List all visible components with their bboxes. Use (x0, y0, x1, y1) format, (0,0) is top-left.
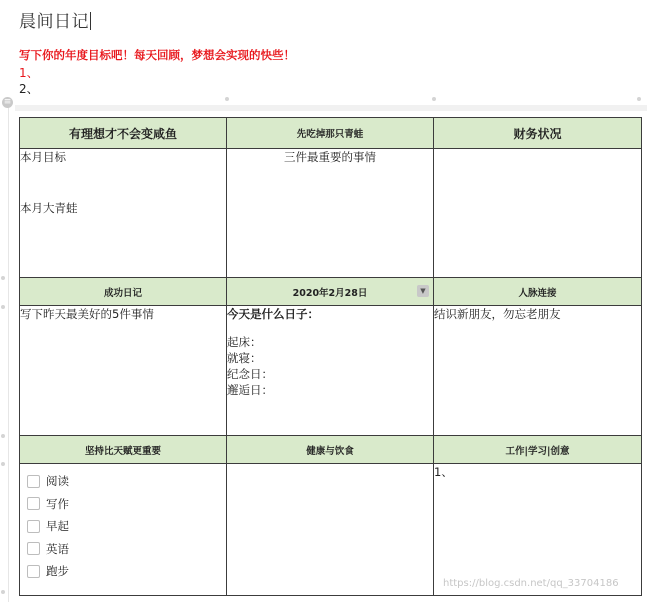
cell-work[interactable] (434, 464, 642, 596)
cell-three-tasks[interactable] (227, 149, 434, 278)
header-connections[interactable]: 人脉连接 (434, 278, 642, 306)
goal-slogan[interactable]: 写下你的年度目标吧！每天回顾，梦想会实现的快些！ (19, 48, 295, 62)
cell-monthly-goals[interactable] (20, 149, 227, 278)
cell-health[interactable] (227, 464, 434, 596)
header-persistence[interactable]: 坚持比天赋更重要 (20, 436, 227, 464)
cell-today[interactable] (227, 306, 434, 436)
work-item-1: 1、 (434, 465, 453, 479)
habit-item[interactable]: 早起 (27, 518, 219, 534)
cell-success-diary[interactable] (20, 306, 227, 436)
cell-habits[interactable] (20, 464, 227, 596)
document-title[interactable]: 晨间日记 (19, 12, 89, 32)
three-tasks-label: 三件最重要的事情 (284, 150, 376, 164)
column-handle-dot[interactable] (637, 97, 641, 101)
table-selection-bar[interactable] (15, 105, 647, 111)
monthly-frog-label: 本月大青蛙 (20, 201, 78, 215)
column-handle-dot[interactable] (225, 97, 229, 101)
row-handle-dot[interactable] (1, 462, 5, 466)
success-diary-text: 写下昨天最美好的5件事情 (20, 307, 154, 321)
header-frog[interactable]: 先吃掉那只青蛙 (227, 118, 434, 149)
checkbox-icon[interactable] (27, 475, 40, 488)
header-ideal[interactable]: 有理想才不会变咸鱼 (20, 118, 227, 149)
header-date[interactable] (227, 278, 434, 306)
encounter-label: 邂逅日： (227, 383, 273, 397)
today-question: 今天是什么日子： (227, 307, 319, 321)
date-value: 2020年2月28日 (292, 287, 368, 299)
gutter-line (8, 102, 9, 602)
goal-line-2[interactable]: 2、 (19, 82, 39, 96)
connections-text: 结识新朋友，勿忘老朋友 (434, 307, 561, 321)
header-finance[interactable]: 财务状况 (434, 118, 642, 149)
sleep-label: 就寝： (227, 351, 262, 365)
header-health[interactable]: 健康与饮食 (227, 436, 434, 464)
goal-line-1[interactable]: 1、 (19, 66, 39, 80)
checkbox-icon[interactable] (27, 497, 40, 510)
morning-diary-table (19, 117, 642, 596)
row-handle-dot[interactable] (1, 305, 5, 309)
row-handle-dot[interactable] (1, 434, 5, 438)
cell-connections[interactable] (434, 306, 642, 436)
wake-up-label: 起床： (227, 335, 262, 349)
habit-item[interactable]: 写作 (27, 496, 219, 512)
header-work[interactable]: 工作|学习|创意 (434, 436, 642, 464)
monthly-goal-label: 本月目标 (20, 150, 66, 164)
row-handle-dot[interactable] (1, 590, 5, 594)
checkbox-icon[interactable] (27, 542, 40, 555)
watermark: https://blog.csdn.net/qq_33704186 (443, 578, 619, 589)
checkbox-icon[interactable] (27, 565, 40, 578)
chevron-down-icon[interactable]: ▼ (417, 285, 429, 297)
row-handle-dot[interactable] (1, 276, 5, 280)
drag-handle-icon[interactable]: ≡ (3, 97, 12, 107)
cell-finance[interactable] (434, 149, 642, 278)
habit-item[interactable]: 阅读 (27, 473, 219, 489)
habit-item[interactable]: 跑步 (27, 563, 219, 579)
checkbox-icon[interactable] (27, 520, 40, 533)
anniversary-label: 纪念日： (227, 367, 273, 381)
header-success-diary[interactable]: 成功日记 (20, 278, 227, 306)
column-handle-dot[interactable] (432, 97, 436, 101)
habit-item[interactable]: 英语 (27, 541, 219, 557)
text-cursor (90, 12, 91, 30)
